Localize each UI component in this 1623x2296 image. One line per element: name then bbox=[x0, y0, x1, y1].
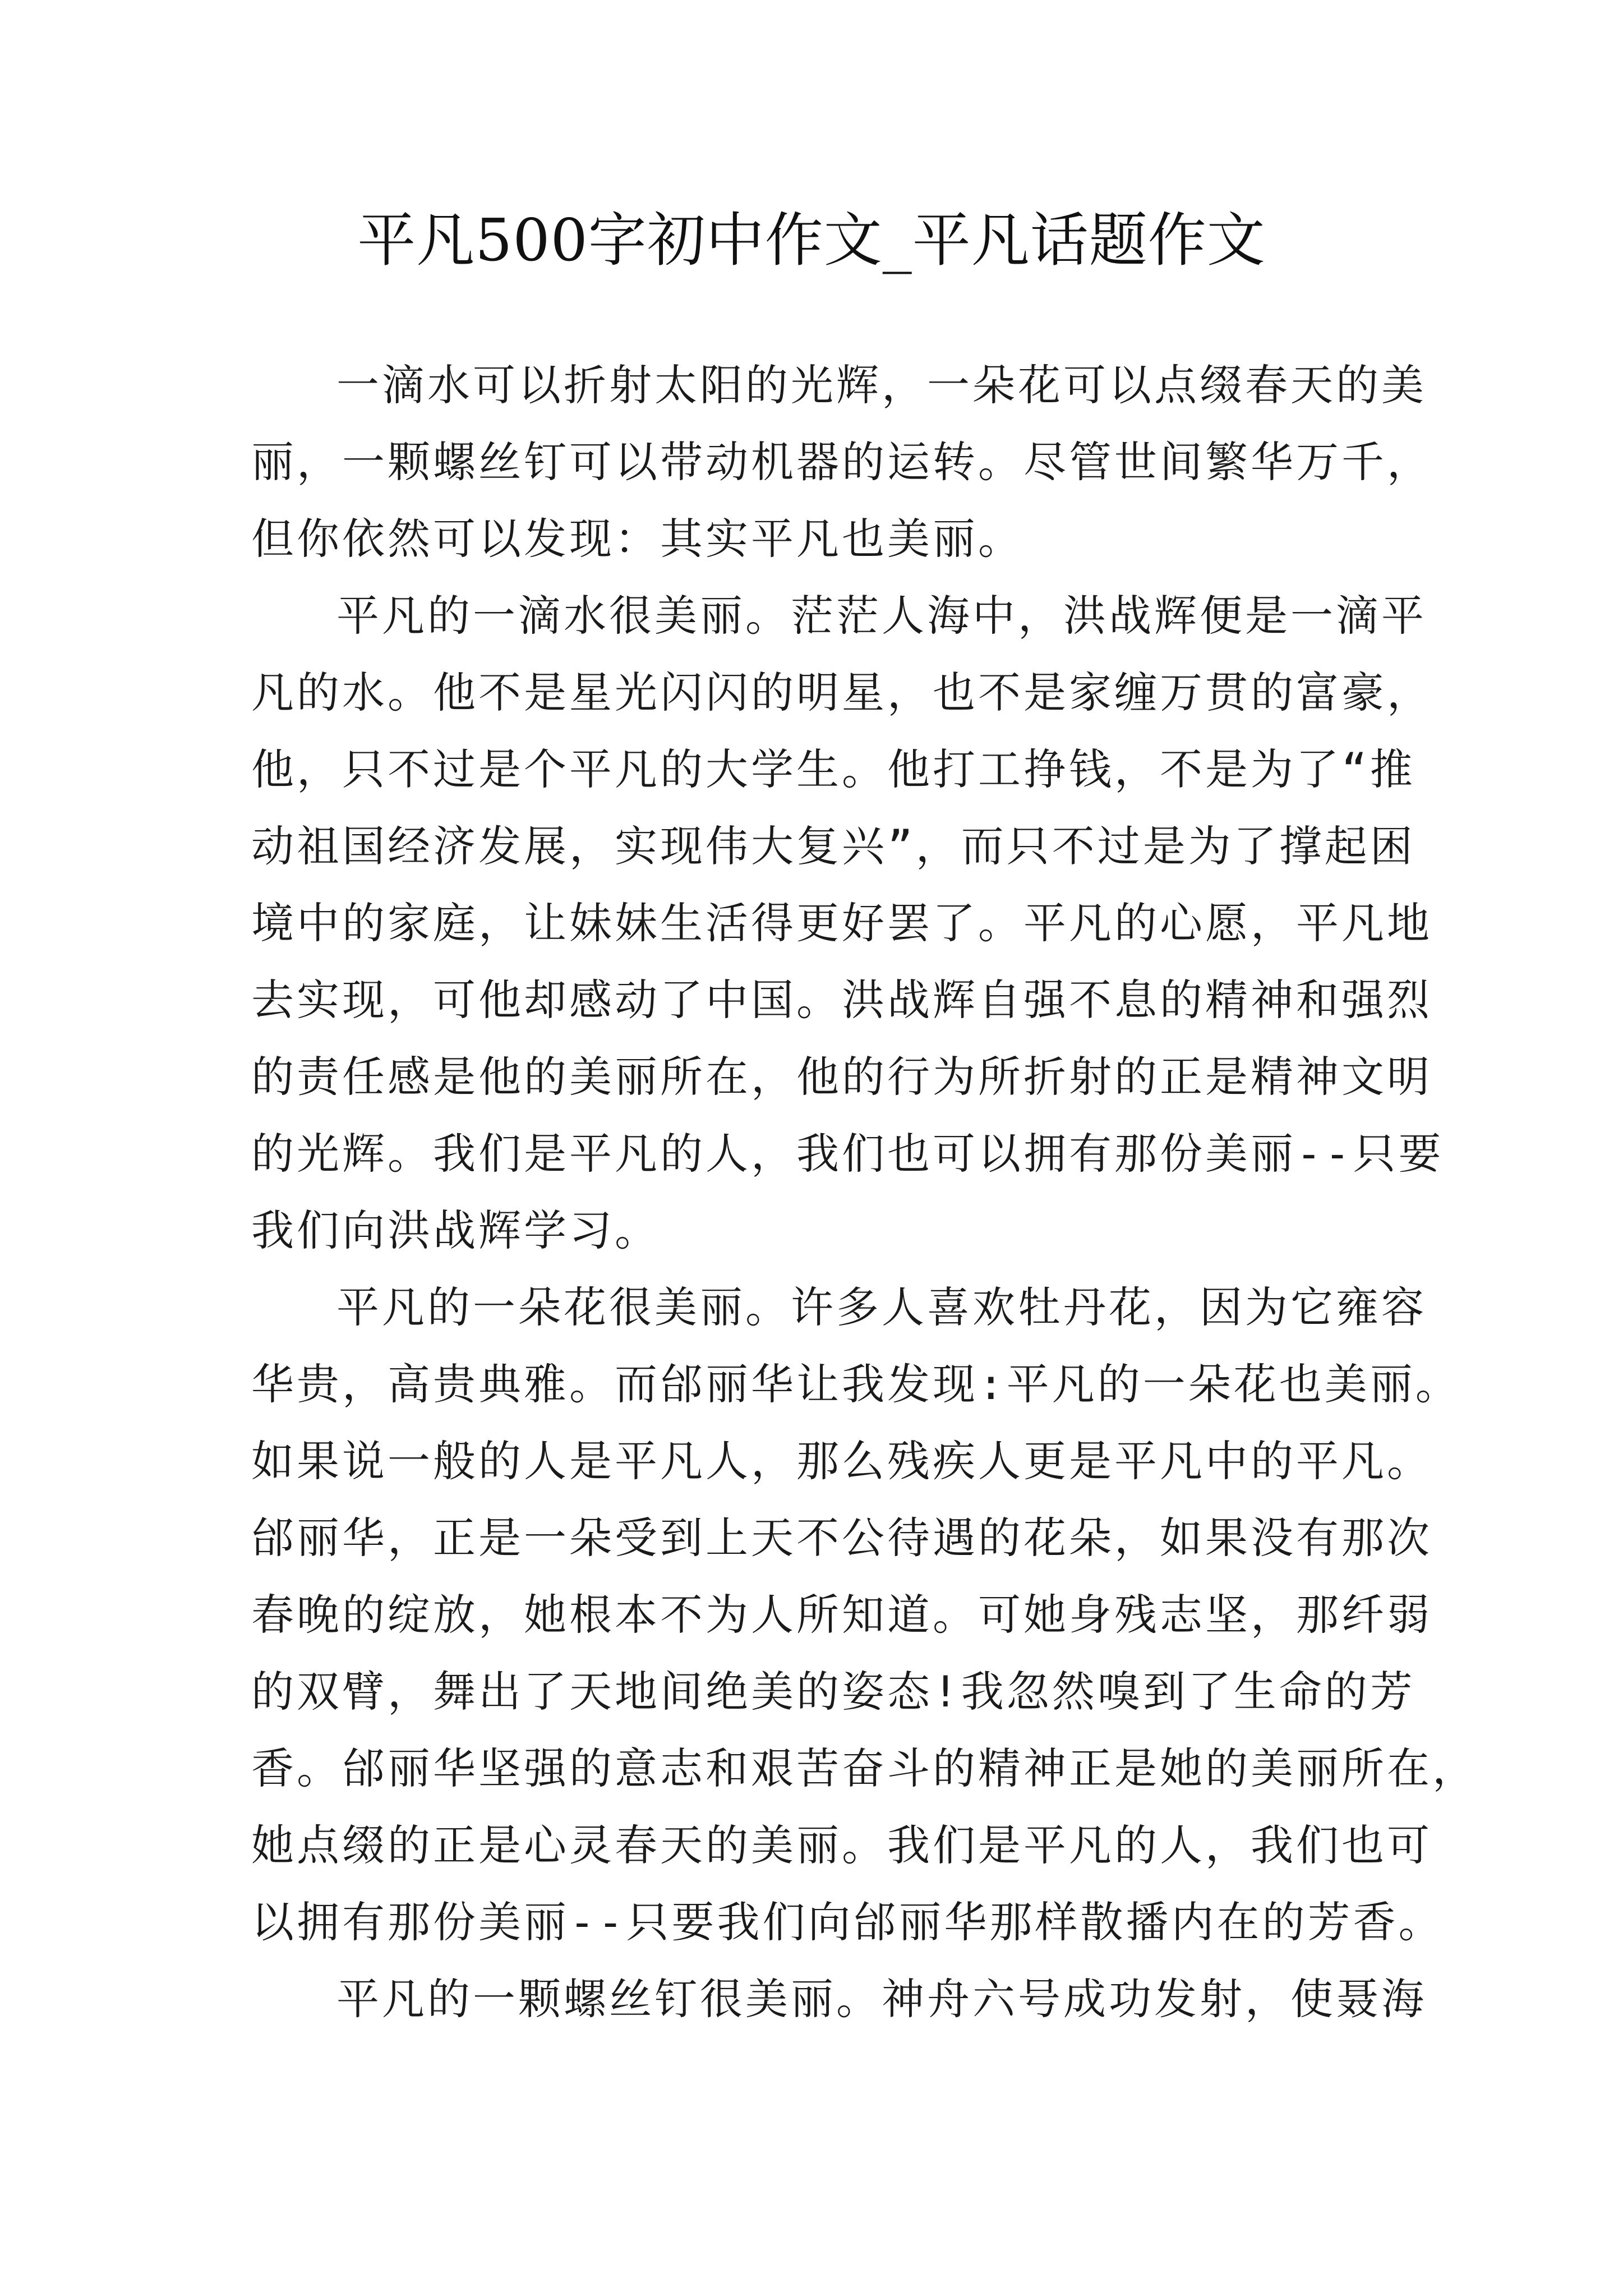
paragraph-4 bbox=[251, 1961, 1427, 2037]
text-line: 邰丽华，正是一朵受到上天不公待遇的花朵，如果没有那次 bbox=[251, 1513, 1432, 1563]
paragraph-3 bbox=[251, 1269, 1478, 1961]
paragraph-2 bbox=[251, 577, 1444, 1269]
text-line: 但你依然可以发现：其实平凡也美丽。 bbox=[251, 514, 1023, 564]
text-line: 以拥有那份美丽--只要我们向邰丽华那样散播内在的芳香。 bbox=[251, 1897, 1444, 1947]
text-line: 如果说一般的人是平凡人，那么残疾人更是平凡中的平凡。 bbox=[251, 1436, 1432, 1486]
text-line: 她点缀的正是心灵春天的美丽。我们是平凡的人，我们也可 bbox=[251, 1820, 1432, 1870]
text-line: 他，只不过是个平凡的大学生。他打工挣钱，不是为了“推 bbox=[251, 744, 1415, 794]
text-line: 我们向洪战辉学习。 bbox=[251, 1205, 660, 1255]
text-line: 平凡的一颗螺丝钉很美丽。神舟六号成功发射，使聂海 bbox=[336, 1974, 1427, 2024]
text-line: 的责任感是他的美丽所在，他的行为所折射的正是精神文明 bbox=[251, 1052, 1432, 1102]
paragraph-1 bbox=[251, 347, 1432, 577]
text-line: 凡的水。他不是星光闪闪的明星，也不是家缠万贯的富豪， bbox=[251, 668, 1432, 717]
text-line: 的双臂，舞出了天地间绝美的姿态!我忽然嗅到了生命的芳 bbox=[251, 1667, 1415, 1717]
text-line: 平凡的一滴水很美丽。茫茫人海中，洪战辉便是一滴平 bbox=[336, 591, 1427, 641]
text-line: 境中的家庭，让妹妹生活得更好罢了。平凡的心愿，平凡地 bbox=[251, 898, 1432, 948]
text-line: 香。邰丽华坚强的意志和艰苦奋斗的精神正是她的美丽所在， bbox=[251, 1743, 1478, 1793]
text-line: 动祖国经济发展，实现伟大复兴”，而只不过是为了撑起困 bbox=[251, 821, 1415, 871]
document-body bbox=[251, 347, 1478, 2037]
text-line: 华贵，高贵典雅。而邰丽华让我发现:平凡的一朵花也美丽。 bbox=[251, 1359, 1461, 1409]
text-line: 一滴水可以折射太阳的光辉，一朵花可以点缀春天的美 bbox=[336, 360, 1427, 410]
text-line: 平凡的一朵花很美丽。许多人喜欢牡丹花，因为它雍容 bbox=[336, 1282, 1427, 1332]
text-line: 春晚的绽放，她根本不为人所知道。可她身残志坚，那纤弱 bbox=[251, 1590, 1432, 1640]
text-line: 丽，一颗螺丝钉可以带动机器的运转。尽管世间繁华万千， bbox=[251, 437, 1432, 487]
text-line: 去实现，可他却感动了中国。洪战辉自强不息的精神和强烈 bbox=[251, 975, 1432, 1025]
text-line: 的光辉。我们是平凡的人，我们也可以拥有那份美丽--只要 bbox=[251, 1129, 1444, 1179]
page-title: 平凡500字初中作文_平凡话题作文 bbox=[357, 206, 1266, 274]
